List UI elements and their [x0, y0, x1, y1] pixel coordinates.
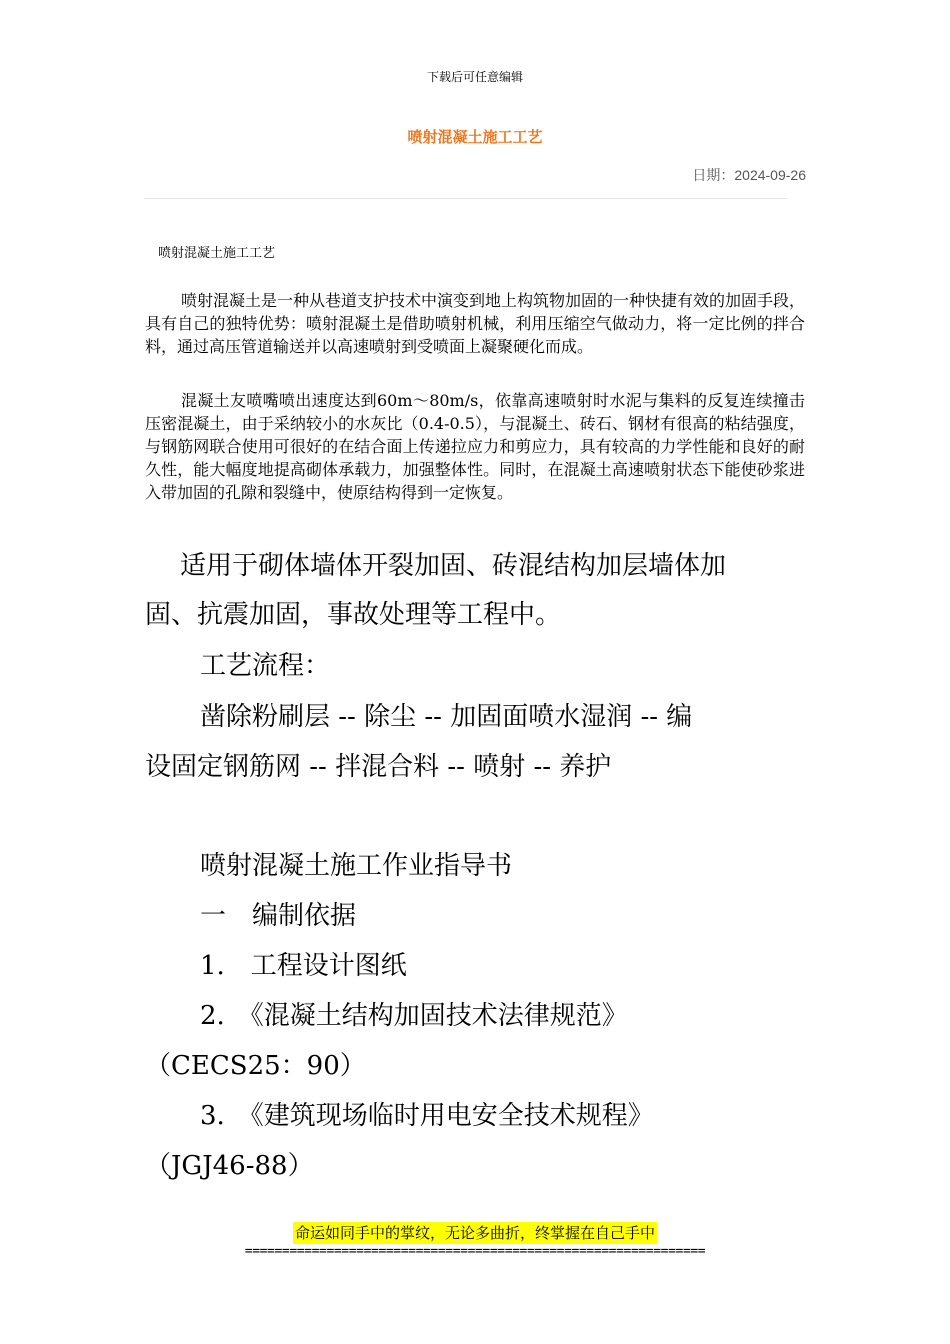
- process-label: 工艺流程：: [200, 651, 331, 681]
- applicable-line-2: 固、抗震加固，事故处理等工程中。: [145, 600, 562, 630]
- process-line-2: 设固定钢筋网 -- 拌混合料 -- 喷射 -- 养护: [145, 752, 612, 782]
- document-title: 喷射混凝土施工工艺: [407, 129, 543, 146]
- document-date: 日期：2024-09-26: [692, 167, 806, 183]
- article-subheading: 喷射混凝土施工工艺: [158, 246, 276, 261]
- footer-motto: 命运如同手中的掌纹，无论多曲折，终掌握在自己手中: [294, 1224, 655, 1242]
- basis-item-3-code: （JGJ46-88）: [145, 1151, 314, 1181]
- basis-item-2: 2. 《混凝土结构加固技术法律规范》: [200, 1001, 628, 1031]
- property-paragraph: 混凝土友喷嘴喷出速度达到60m～80m/s，依靠高速喷射时水泥与集料的反复连续撞击压密混凝土，由于采纳较小的水灰比（0.4-0.5），与混凝土、砖石、钢材有很高的粘结强度，与钢筋网联合使用可很好的在结合面上传递拉应力和剪应力，具有较高的力学性能和良好的耐久性，能大幅度地提高砌体承载力，加强整体性。同时，在混凝土高速喷射状态下能使砂浆进入带加固的孔隙和裂缝中，使原结构得到一定恢复。: [145, 391, 805, 502]
- basis-item-2-code: （CECS25：90）: [145, 1051, 366, 1081]
- process-line-1: 凿除粉刷层 -- 除尘 -- 加固面喷水湿润 -- 编: [200, 702, 693, 732]
- download-note: 下载后可任意编辑: [426, 70, 523, 84]
- section-basis-heading: 一 编制依据: [200, 901, 357, 931]
- applicable-line-1: 适用于砌体墙体开裂加固、砖混结构加层墙体加: [180, 551, 727, 581]
- basis-item-3: 3. 《建筑现场临时用电安全技术规程》: [200, 1101, 654, 1131]
- footer: [0, 1222, 950, 1244]
- intro-paragraph: 喷射混凝土是一种从巷道支护技术中演变到地上构筑物加固的一种快捷有效的加固手段，具有自己的独特优势：喷射混凝土是借助喷射机械，利用压缩空气做动力，将一定比例的拌合料，通过高压管道输送并以高速喷射到受喷面上凝聚硬化而成。: [145, 291, 806, 356]
- guide-title: 喷射混凝土施工作业指导书: [200, 851, 513, 881]
- basis-item-1: 1. 工程设计图纸: [200, 951, 407, 981]
- header-divider: [144, 198, 787, 199]
- footer-divider: ==============================================================: [244, 1244, 706, 1259]
